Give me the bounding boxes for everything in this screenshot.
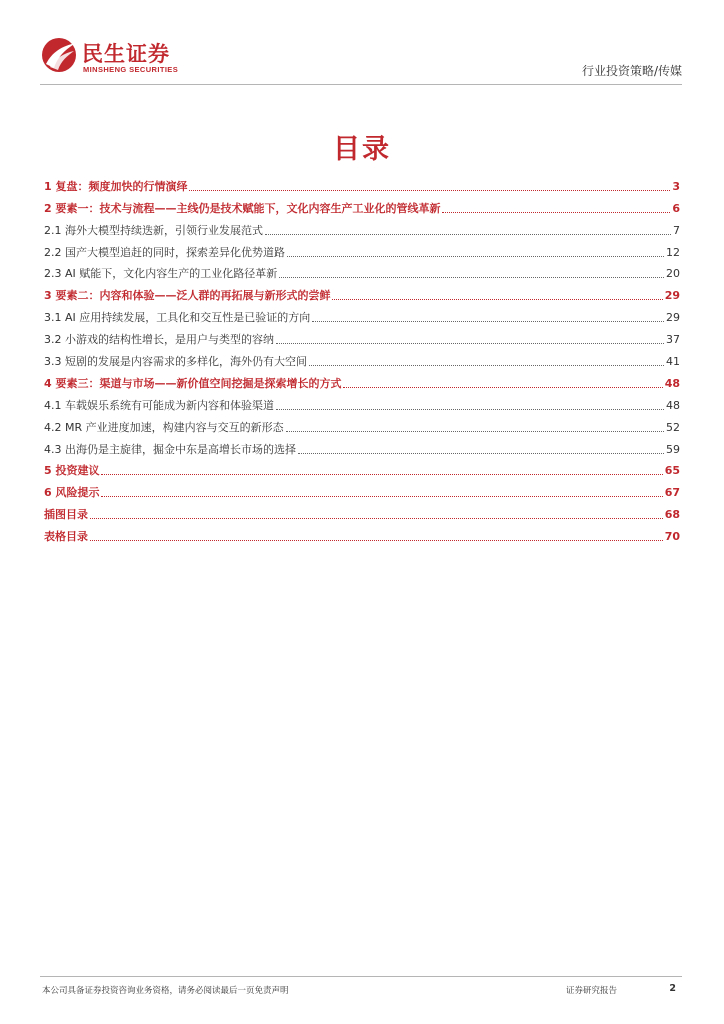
footer-divider (40, 976, 682, 977)
toc-entry-page: 7 (673, 223, 680, 237)
toc-entry[interactable] (44, 281, 680, 303)
toc-dot-leader (343, 387, 662, 388)
toc-dot-leader (276, 409, 664, 410)
toc-entry-page: 37 (666, 333, 680, 347)
toc-entry-page: 3 (672, 179, 680, 193)
toc-entry-label: 3.2 小游戏的结构性增长，是用户与类型的容纳 (44, 333, 274, 347)
toc-dot-leader (332, 299, 662, 300)
toc-entry[interactable] (44, 260, 680, 282)
toc-dot-leader (90, 540, 663, 541)
toc-entry[interactable] (44, 413, 680, 435)
toc-entry-label: 3 要素二：内容和体验——泛人群的再拓展与新形式的尝鲜 (44, 289, 331, 303)
toc-entry-page: 12 (666, 245, 680, 259)
footer-disclaimer: 本公司具备证券投资咨询业务资格，请务必阅读最后一页免责声明 (42, 986, 289, 996)
toc-entry[interactable] (44, 325, 680, 347)
logo-mark-icon (40, 34, 78, 74)
toc-entry[interactable] (44, 391, 680, 413)
toc-entry[interactable] (44, 347, 680, 369)
toc-dot-leader (442, 212, 670, 213)
toc-entry-label: 表格目录 (44, 530, 88, 544)
toc-entry-page: 48 (666, 398, 680, 412)
toc-dot-leader (298, 453, 664, 454)
toc-entry[interactable] (44, 172, 680, 194)
toc-dot-leader (101, 496, 662, 497)
toc-entry-label: 3.3 短剧的发展是内容需求的多样化，海外仍有大空间 (44, 355, 307, 369)
toc-entry-page: 29 (664, 289, 680, 303)
toc-entry[interactable] (44, 500, 680, 522)
toc-entry-page: 67 (664, 486, 680, 500)
toc-entry[interactable] (44, 478, 680, 500)
toc-dot-leader (286, 431, 664, 432)
toc-entry[interactable] (44, 238, 680, 260)
toc-entry-label: 4 要素三：渠道与市场——新价值空间挖掘是探索增长的方式 (44, 376, 342, 390)
footer-report-type: 证券研究报告 (566, 986, 618, 996)
toc-entry-page: 6 (672, 201, 680, 215)
report-category: 行业投资策略/传媒 (581, 64, 682, 78)
page-title: 目录 (333, 134, 391, 165)
toc-entry[interactable] (44, 303, 680, 325)
toc-dot-leader (189, 190, 670, 191)
company-logo (40, 34, 220, 78)
toc-dot-leader (279, 277, 664, 278)
toc-entry-label: 4.2 MR 产业进度加速，构建内容与交互的新形态 (44, 420, 284, 434)
toc-entry-page: 48 (664, 376, 680, 390)
table-of-contents (44, 172, 680, 544)
page-header (40, 34, 682, 84)
toc-entry-label: 2.1 海外大模型持续迭新，引领行业发展范式 (44, 223, 263, 237)
toc-entry-page: 52 (666, 420, 680, 434)
logo-text-cn: 民生证券 (82, 42, 170, 66)
toc-dot-leader (90, 518, 663, 519)
toc-entry[interactable] (44, 522, 680, 544)
toc-entry[interactable] (44, 457, 680, 479)
toc-dot-leader (101, 474, 662, 475)
toc-entry-page: 41 (666, 355, 680, 369)
toc-entry-page: 70 (664, 530, 680, 544)
toc-entry[interactable] (44, 369, 680, 391)
toc-entry-label: 4.3 出海仍是主旋律，掘金中东是高增长市场的选择 (44, 442, 296, 456)
logo-text-en: MINSHENG SECURITIES (83, 65, 179, 74)
toc-entry[interactable] (44, 435, 680, 457)
toc-entry-page: 65 (664, 464, 680, 478)
toc-entry-label: 6 风险提示 (44, 486, 100, 500)
toc-entry-label: 3.1 AI 应用持续发展，工具化和交互性是已验证的方向 (44, 311, 311, 325)
toc-entry-label: 4.1 车载娱乐系统有可能成为新内容和体验渠道 (44, 398, 274, 412)
toc-dot-leader (312, 321, 664, 322)
toc-entry-label: 2.3 AI 赋能下，文化内容生产的工业化路径革新 (44, 267, 278, 281)
toc-entry-page: 68 (664, 508, 680, 522)
toc-entry-label: 1 复盘：频度加快的行情演绎 (44, 179, 188, 193)
toc-dot-leader (276, 343, 664, 344)
toc-dot-leader (265, 234, 671, 235)
toc-dot-leader (287, 256, 664, 257)
toc-entry-page: 29 (666, 311, 680, 325)
toc-entry-page: 20 (666, 267, 680, 281)
toc-entry-label: 5 投资建议 (44, 464, 100, 478)
toc-entry-label: 插图目录 (44, 508, 88, 522)
toc-dot-leader (309, 365, 664, 366)
toc-entry[interactable] (44, 194, 680, 216)
page-number: 2 (669, 983, 676, 994)
toc-entry-page: 59 (666, 442, 680, 456)
toc-entry[interactable] (44, 216, 680, 238)
toc-entry-label: 2.2 国产大模型追赶的同时，探索差异化优势道路 (44, 245, 285, 259)
header-divider (40, 84, 682, 85)
toc-entry-label: 2 要素一：技术与流程——主线仍是技术赋能下，文化内容生产工业化的管线革新 (44, 201, 441, 215)
